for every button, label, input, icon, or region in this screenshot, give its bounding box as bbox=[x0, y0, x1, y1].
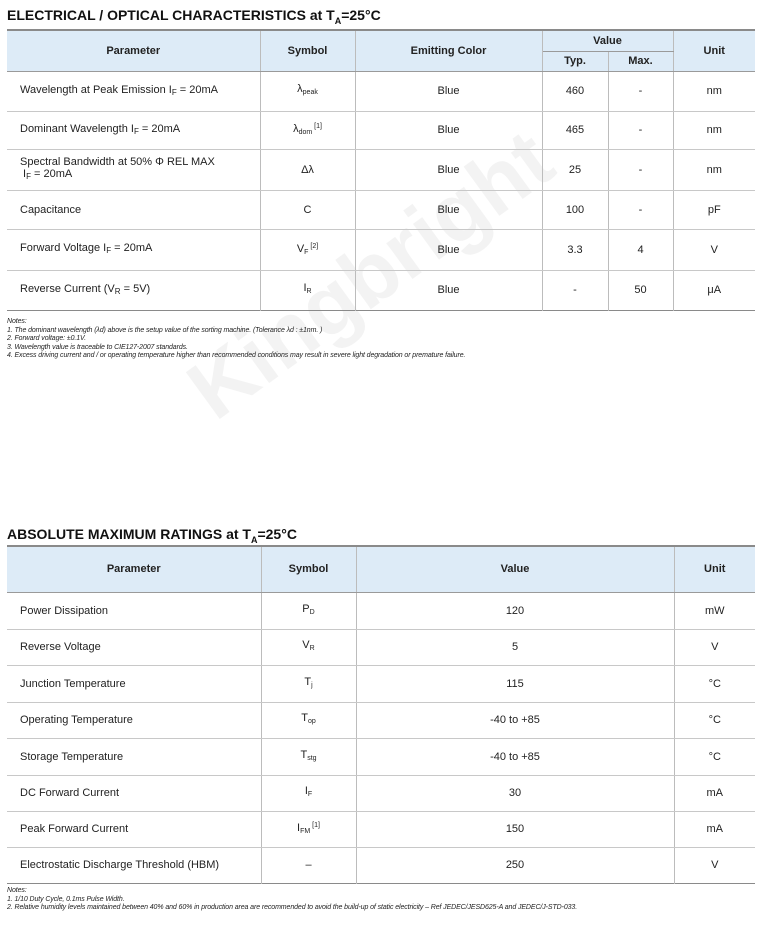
param-subscript: F bbox=[171, 87, 177, 97]
typ-cell: 100 bbox=[542, 190, 608, 229]
header-max: Max. bbox=[608, 51, 673, 71]
color-cell: Blue bbox=[355, 149, 542, 190]
absolute-title-subscript: A bbox=[250, 534, 258, 545]
note-item: 3. Wavelength value is traceable to CIE127-2007 standards. bbox=[7, 343, 188, 351]
param-suffix: = 20mA bbox=[30, 168, 73, 180]
unit-cell: mA bbox=[674, 775, 755, 811]
value-cell: 120 bbox=[356, 592, 674, 629]
table-row bbox=[7, 702, 755, 738]
electrical-title-suffix: =25°C bbox=[341, 7, 381, 23]
value-cell: 250 bbox=[356, 847, 674, 883]
table-row bbox=[7, 665, 755, 702]
typ-cell: 460 bbox=[542, 71, 608, 111]
absolute-notes bbox=[7, 887, 577, 913]
electrical-title-subscript: A bbox=[334, 15, 342, 26]
symbol-subscript: R bbox=[309, 645, 315, 652]
table-row bbox=[7, 190, 755, 229]
value-cell: 5 bbox=[356, 629, 674, 665]
param-subscript: F bbox=[106, 246, 112, 255]
symbol-subscript: j bbox=[311, 681, 313, 689]
unit-cell: nm bbox=[673, 149, 755, 190]
param-cell bbox=[7, 270, 260, 310]
symbol-cell bbox=[261, 629, 356, 665]
table-row bbox=[7, 847, 755, 883]
symbol-text: I bbox=[297, 822, 301, 834]
symbol-cell: – bbox=[261, 847, 356, 883]
param-cell: Reverse Voltage bbox=[7, 629, 261, 665]
param-suffix: = 20mA bbox=[176, 83, 219, 96]
unit-cell: nm bbox=[673, 111, 755, 149]
note-item: 1. The dominant wavelength (λd) above is the setup value of the sorting machine. (Tolerance λd : ±1nm. ) bbox=[7, 326, 323, 334]
symbol-text: I bbox=[303, 282, 307, 294]
param-cell: Junction Temperature bbox=[7, 665, 261, 702]
electrical-title-text: ELECTRICAL / OPTICAL CHARACTERISTICS at T bbox=[7, 7, 335, 23]
symbol-cell bbox=[260, 270, 355, 310]
footnote-ref: [1] bbox=[312, 123, 322, 130]
param-cell bbox=[7, 111, 260, 149]
value-cell: -40 to +85 bbox=[356, 738, 674, 775]
typ-cell: 3.3 bbox=[542, 229, 608, 270]
symbol-subscript: op bbox=[307, 718, 316, 725]
unit-cell: °C bbox=[674, 665, 755, 702]
table-row bbox=[7, 71, 755, 111]
electrical-section-title bbox=[7, 7, 381, 26]
symbol-text: V bbox=[296, 242, 305, 255]
param-cell: DC Forward Current bbox=[7, 775, 261, 811]
color-cell: Blue bbox=[355, 71, 542, 111]
unit-cell: nm bbox=[673, 71, 755, 111]
symbol-subscript: dom bbox=[298, 129, 313, 136]
typ-cell: - bbox=[542, 270, 608, 310]
param-text: Spectral Bandwidth at 50% Φ REL MAX bbox=[20, 156, 215, 168]
footnote-ref: [2] bbox=[308, 242, 319, 250]
unit-cell: pF bbox=[673, 190, 755, 229]
max-cell: - bbox=[608, 71, 673, 111]
header-parameter: Parameter bbox=[7, 30, 260, 71]
symbol-text: T bbox=[301, 712, 308, 724]
max-cell: - bbox=[608, 149, 673, 190]
unit-cell: mW bbox=[674, 592, 755, 629]
value-cell: -40 to +85 bbox=[356, 702, 674, 738]
symbol-text: λ bbox=[293, 123, 299, 135]
symbol-subscript: F bbox=[307, 791, 313, 798]
header-value: Value bbox=[356, 546, 674, 592]
param-cell bbox=[7, 229, 260, 270]
symbol-cell bbox=[260, 71, 355, 111]
symbol-text: P bbox=[302, 602, 310, 615]
header-emitting-color: Emitting Color bbox=[355, 30, 542, 71]
table-row bbox=[7, 229, 755, 270]
param-text: Wavelength at Peak Emission I bbox=[20, 83, 172, 96]
symbol-cell bbox=[261, 811, 356, 847]
param-cell bbox=[7, 149, 260, 190]
header-typ: Typ. bbox=[542, 51, 608, 71]
electrical-notes bbox=[7, 318, 465, 361]
value-cell: 30 bbox=[356, 775, 674, 811]
typ-cell: 465 bbox=[542, 111, 608, 149]
symbol-text: T bbox=[304, 675, 312, 688]
table-row bbox=[7, 592, 755, 629]
symbol-cell: Δλ bbox=[260, 149, 355, 190]
note-item: 4. Excess driving current and / or operating temperature higher than recommended conditions may result in severe light degradation or premature failure. bbox=[7, 352, 466, 359]
symbol-subscript: F bbox=[304, 248, 309, 256]
footnote-ref: [1] bbox=[310, 822, 320, 829]
symbol-cell bbox=[261, 665, 356, 702]
param-suffix: = 20mA bbox=[138, 122, 181, 135]
unit-cell: V bbox=[674, 847, 755, 883]
notes-heading: Notes: bbox=[7, 318, 27, 325]
max-cell: 4 bbox=[608, 229, 673, 270]
param-subscript: R bbox=[114, 286, 121, 296]
absolute-maximum-ratings-table bbox=[7, 545, 755, 884]
header-symbol: Symbol bbox=[261, 546, 356, 592]
param-line2-text: I bbox=[23, 168, 27, 180]
symbol-cell bbox=[261, 738, 356, 775]
typ-cell: 25 bbox=[542, 149, 608, 190]
table-row bbox=[7, 811, 755, 847]
param-subscript: F bbox=[26, 172, 31, 181]
symbol-subscript: peak bbox=[302, 89, 318, 96]
param-cell bbox=[7, 71, 260, 111]
header-unit: Unit bbox=[674, 546, 755, 592]
symbol-cell bbox=[261, 592, 356, 629]
param-text: Reverse Current (V bbox=[20, 282, 115, 295]
table-row bbox=[7, 738, 755, 775]
header-value: Value bbox=[542, 30, 673, 51]
param-text: Forward Voltage I bbox=[20, 242, 107, 254]
color-cell: Blue bbox=[355, 190, 542, 229]
max-cell: - bbox=[608, 190, 673, 229]
param-cell: Peak Forward Current bbox=[7, 811, 261, 847]
absolute-title-text: ABSOLUTE MAXIMUM RATINGS at T bbox=[7, 526, 251, 542]
unit-cell: °C bbox=[674, 702, 755, 738]
note-item: 2. Relative humidity levels maintained between 40% and 60% in production area are recommended to avoid the build-up of static electricity – Ref JEDEC/JESD625-A and JEDEC/J-STD-033. bbox=[7, 904, 578, 911]
table-row bbox=[7, 775, 755, 811]
table-row bbox=[7, 149, 755, 190]
color-cell: Blue bbox=[355, 229, 542, 270]
param-cell: Storage Temperature bbox=[7, 738, 261, 775]
color-cell: Blue bbox=[355, 270, 542, 310]
unit-cell: V bbox=[673, 229, 755, 270]
symbol-text: λ bbox=[297, 83, 303, 95]
param-suffix: = 20mA bbox=[111, 242, 153, 254]
symbol-cell bbox=[260, 111, 355, 149]
max-cell: 50 bbox=[608, 270, 673, 310]
color-cell: Blue bbox=[355, 111, 542, 149]
unit-cell: °C bbox=[674, 738, 755, 775]
symbol-cell bbox=[261, 702, 356, 738]
max-cell: - bbox=[608, 111, 673, 149]
symbol-text: V bbox=[302, 639, 310, 651]
param-cell: Capacitance bbox=[7, 190, 260, 229]
symbol-text: I bbox=[304, 785, 308, 797]
param-cell: Power Dissipation bbox=[7, 592, 261, 629]
note-item: 1. 1/10 Duty Cycle, 0.1ms Pulse Width. bbox=[7, 895, 125, 903]
unit-cell: mA bbox=[674, 811, 755, 847]
symbol-cell bbox=[261, 775, 356, 811]
value-cell: 115 bbox=[356, 665, 674, 702]
param-suffix: = 5V) bbox=[120, 282, 151, 295]
symbol-subscript: FM bbox=[300, 828, 311, 835]
param-text: Dominant Wavelength I bbox=[20, 122, 134, 135]
unit-cell: μA bbox=[673, 270, 755, 310]
symbol-cell bbox=[260, 229, 355, 270]
param-cell: Operating Temperature bbox=[7, 702, 261, 738]
table-row bbox=[7, 270, 755, 310]
note-item: 2. Forward voltage: ±0.1V. bbox=[7, 335, 86, 342]
header-unit: Unit bbox=[673, 30, 755, 71]
symbol-subscript: D bbox=[309, 608, 315, 616]
header-symbol: Symbol bbox=[260, 30, 355, 71]
symbol-text: T bbox=[300, 748, 308, 761]
table-row bbox=[7, 111, 755, 149]
unit-cell: V bbox=[674, 629, 755, 665]
symbol-cell: C bbox=[260, 190, 355, 229]
absolute-section-title bbox=[7, 526, 297, 545]
electrical-characteristics-table bbox=[7, 29, 755, 311]
symbol-subscript: R bbox=[306, 288, 312, 295]
absolute-title-suffix: =25°C bbox=[257, 526, 297, 542]
notes-heading: Notes: bbox=[7, 887, 27, 894]
value-cell: 150 bbox=[356, 811, 674, 847]
table-row bbox=[7, 629, 755, 665]
param-subscript: F bbox=[133, 126, 139, 136]
header-parameter: Parameter bbox=[7, 546, 261, 592]
symbol-subscript: stg bbox=[307, 754, 317, 762]
param-cell: Electrostatic Discharge Threshold (HBM) bbox=[7, 847, 261, 883]
